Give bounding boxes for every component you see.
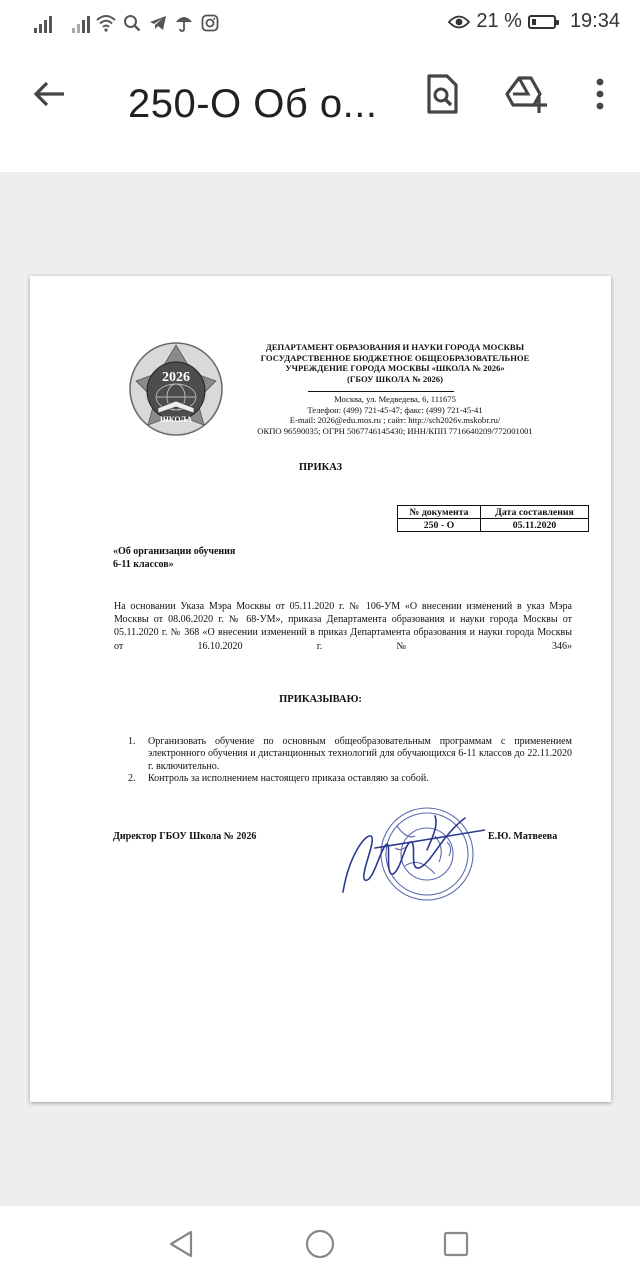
signal-icon [72,15,90,33]
contact-line: ОКПО 96590035; ОГРН 5067746145430; ИНН/КПП 7716640209/772001001 [257,425,533,436]
logo-year: 2026 [162,370,190,385]
contact-line: E-mail: 2026@edu.mos.ru ; сайт: http://sch2026v.mskobr.ru/ [289,415,501,426]
recents-square-icon[interactable] [436,1224,476,1264]
search-document-icon[interactable] [420,72,464,116]
eye-icon [448,14,470,30]
org-line: УЧРЕЖДЕНИЕ ГОРОДА МОСКВЫ «ШКОЛА № 2026» [285,363,505,373]
battery-icon [528,15,556,29]
subject-line: 6-11 классов» [113,558,174,570]
subject-line: «Об организации обучения [113,546,236,557]
logo-word: ШКОЛА [160,415,192,424]
school-logo [128,341,224,437]
order-title: ПРИКАЗ [298,462,343,473]
battery-percent: 21 % [476,10,522,32]
order-items [128,736,572,786]
more-vert-icon[interactable] [578,72,622,116]
document-number-table [397,505,589,532]
wifi-icon [96,13,116,33]
director-name: Е.Ю. Матвеева [488,831,558,842]
item-number: 1. [128,736,136,747]
list-item [128,736,572,773]
table-row [398,519,589,532]
status-right [448,10,620,33]
back-arrow-icon[interactable] [30,74,70,114]
org-line: ГОСУДАРСТВЕННОЕ БЮДЖЕТНОЕ ОБЩЕОБРАЗОВАТЕЛЬНОЕ [260,352,530,363]
org-line: (ГБОУ ШКОЛА № 2026) [347,373,443,384]
contact-info [230,394,560,436]
official-stamp-and-signature [335,796,485,906]
director-title: Директор ГБОУ Школа № 2026 [113,831,257,842]
document-number: 250 - О [398,519,481,532]
order-subject [113,546,235,571]
table-header: Дата составления [481,506,589,519]
app-bar [0,44,640,172]
umbrella-icon [174,13,194,33]
document-viewer[interactable] [0,172,640,1206]
status-bar [0,0,640,44]
document-title: 250-О Об о... [128,82,378,126]
order-basis-paragraph: На основании Указа Мэра Москвы от 05.11.2020 г. № 106-УМ «О внесении изменений в указ Мэра Москвы от 08.06.2020 г. № 68-УМ», приказа Департамента образования и науки города Москвы от 05.11.2020 г. № 368 «О внесении изменений в приказ Департамента образования и науки города Москвы от 16.10.2020 г. № 346» [114,601,572,652]
back-triangle-icon[interactable] [162,1224,202,1264]
status-left-icons [34,11,220,33]
document-page [30,276,611,1102]
item-text: Организовать обучение по основным общеобразовательным программам с применением электронного обучения и дистанционных технологий для обучающихся 6-11 классов до 22.11.2020 г. включительно. [148,736,572,772]
item-text: Контроль за исполнением настоящего приказа оставляю за собой. [148,773,429,785]
telegram-icon [148,13,168,33]
instagram-icon [200,13,220,33]
table-header-row [398,506,589,519]
add-to-drive-icon[interactable] [504,72,548,116]
list-item [128,773,572,785]
organization-header [240,342,550,384]
contact-line: Телефон: (499) 721-45-47; факс: (499) 721-45-41 [307,404,483,415]
home-circle-icon[interactable] [300,1224,340,1264]
header-divider [308,391,454,392]
navigation-bar [0,1206,640,1280]
table-header: № документа [398,506,481,519]
battery-level [532,19,536,25]
search-icon [122,13,142,33]
clock: 19:34 [569,10,620,32]
order-heading: ПРИКАЗЫВАЮ: [279,694,362,705]
contact-line: Москва, ул. Медведева, 6, 111675 [334,394,456,404]
signal-icon [34,15,52,33]
org-line: ДЕПАРТАМЕНТ ОБРАЗОВАНИЯ И НАУКИ ГОРОДА МОСКВЫ [265,342,525,352]
document-date: 05.11.2020 [481,519,589,532]
item-number: 2. [128,773,136,785]
